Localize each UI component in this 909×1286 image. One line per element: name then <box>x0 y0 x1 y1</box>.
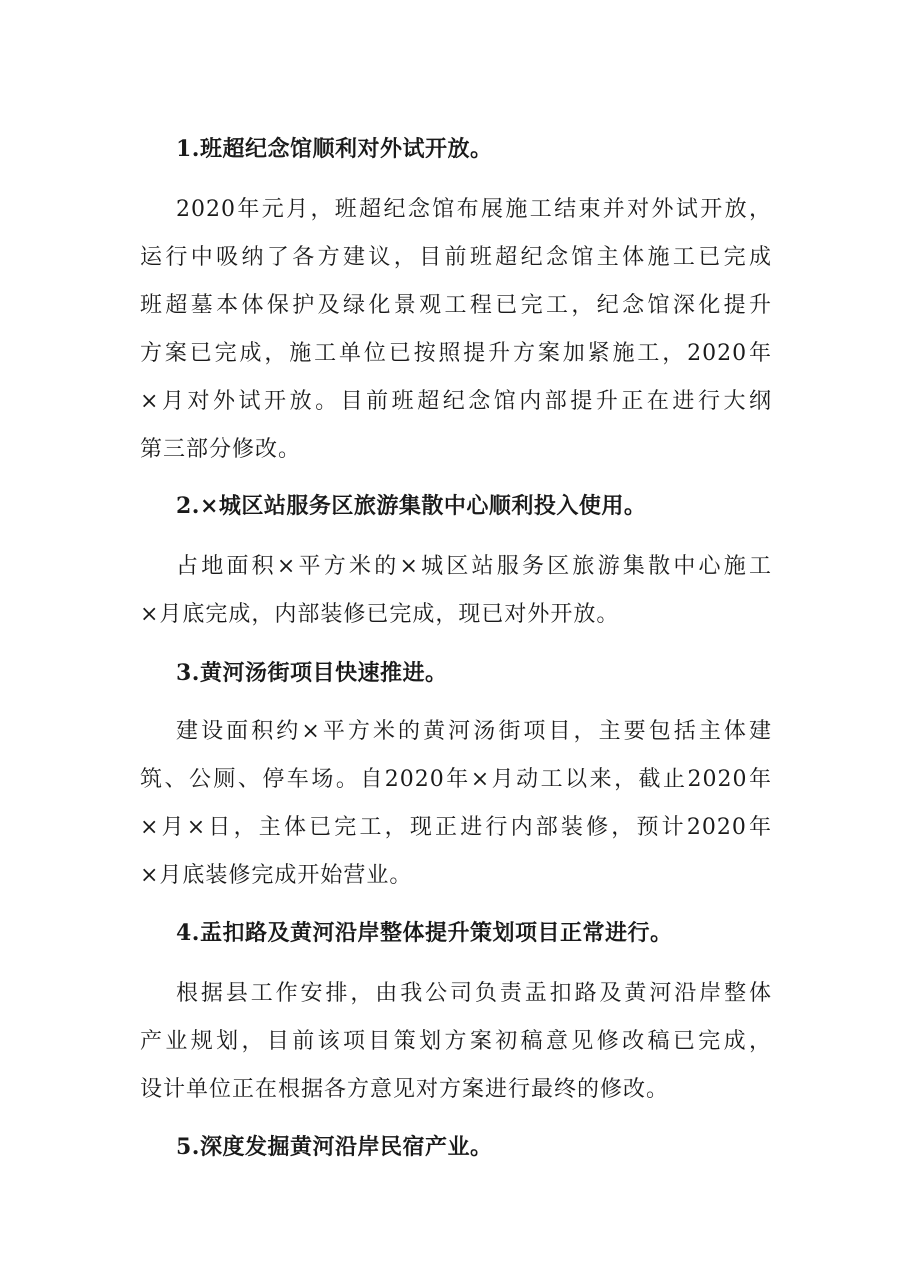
section-5-heading: 5.深度发掘黄河沿岸民宿产业。 <box>176 1134 493 1160</box>
section-1-line-4: 方案已完成，施工单位已按照提升方案加紧施工，2020年 <box>140 341 772 366</box>
section-3-line-2: 筑、公厕、停车场。自2020年×月动工以来，截止2020年 <box>140 767 772 792</box>
section-4-line-3: 设计单位正在根据各方意见对方案进行最终的修改。 <box>140 1077 670 1102</box>
section-4-line-1: 根据县工作安排，由我公司负责盂扣路及黄河沿岸整体 <box>176 981 772 1006</box>
section-1-line-3: 班超墓本体保护及绿化景观工程已完工，纪念馆深化提升 <box>140 293 772 318</box>
section-1-heading: 1.班超纪念馆顺利对外试开放。 <box>176 136 493 162</box>
section-4-heading: 4.盂扣路及黄河沿岸整体提升策划项目正常进行。 <box>176 920 673 946</box>
section-4-line-2: 产业规划，目前该项目策划方案初稿意见修改稿已完成， <box>140 1029 772 1054</box>
section-3-line-1: 建设面积约×平方米的黄河汤街项目，主要包括主体建 <box>176 719 772 744</box>
section-1-line-1: 2020年元月，班超纪念馆布展施工结束并对外试开放， <box>176 197 772 222</box>
section-1-line-5: ×月对外试开放。目前班超纪念馆内部提升正在进行大纲 <box>140 389 772 414</box>
section-2-line-2: ×月底完成，内部装修已完成，现已对外开放。 <box>140 602 620 627</box>
section-1-line-6: 第三部分修改。 <box>140 437 302 462</box>
section-3-line-3: ×月×日，主体已完工，现正进行内部装修，预计2020年 <box>140 815 772 840</box>
section-2-heading: 2.×城区站服务区旅游集散中心顺利投入使用。 <box>176 493 647 519</box>
section-3-line-4: ×月底装修完成开始营业。 <box>140 863 413 888</box>
section-1-line-2: 运行中吸纳了各方建议，目前班超纪念馆主体施工已完成 <box>140 245 772 270</box>
section-3-heading: 3.黄河汤街项目快速推进。 <box>176 660 448 686</box>
section-2-line-1: 占地面积×平方米的×城区站服务区旅游集散中心施工 <box>176 554 772 579</box>
